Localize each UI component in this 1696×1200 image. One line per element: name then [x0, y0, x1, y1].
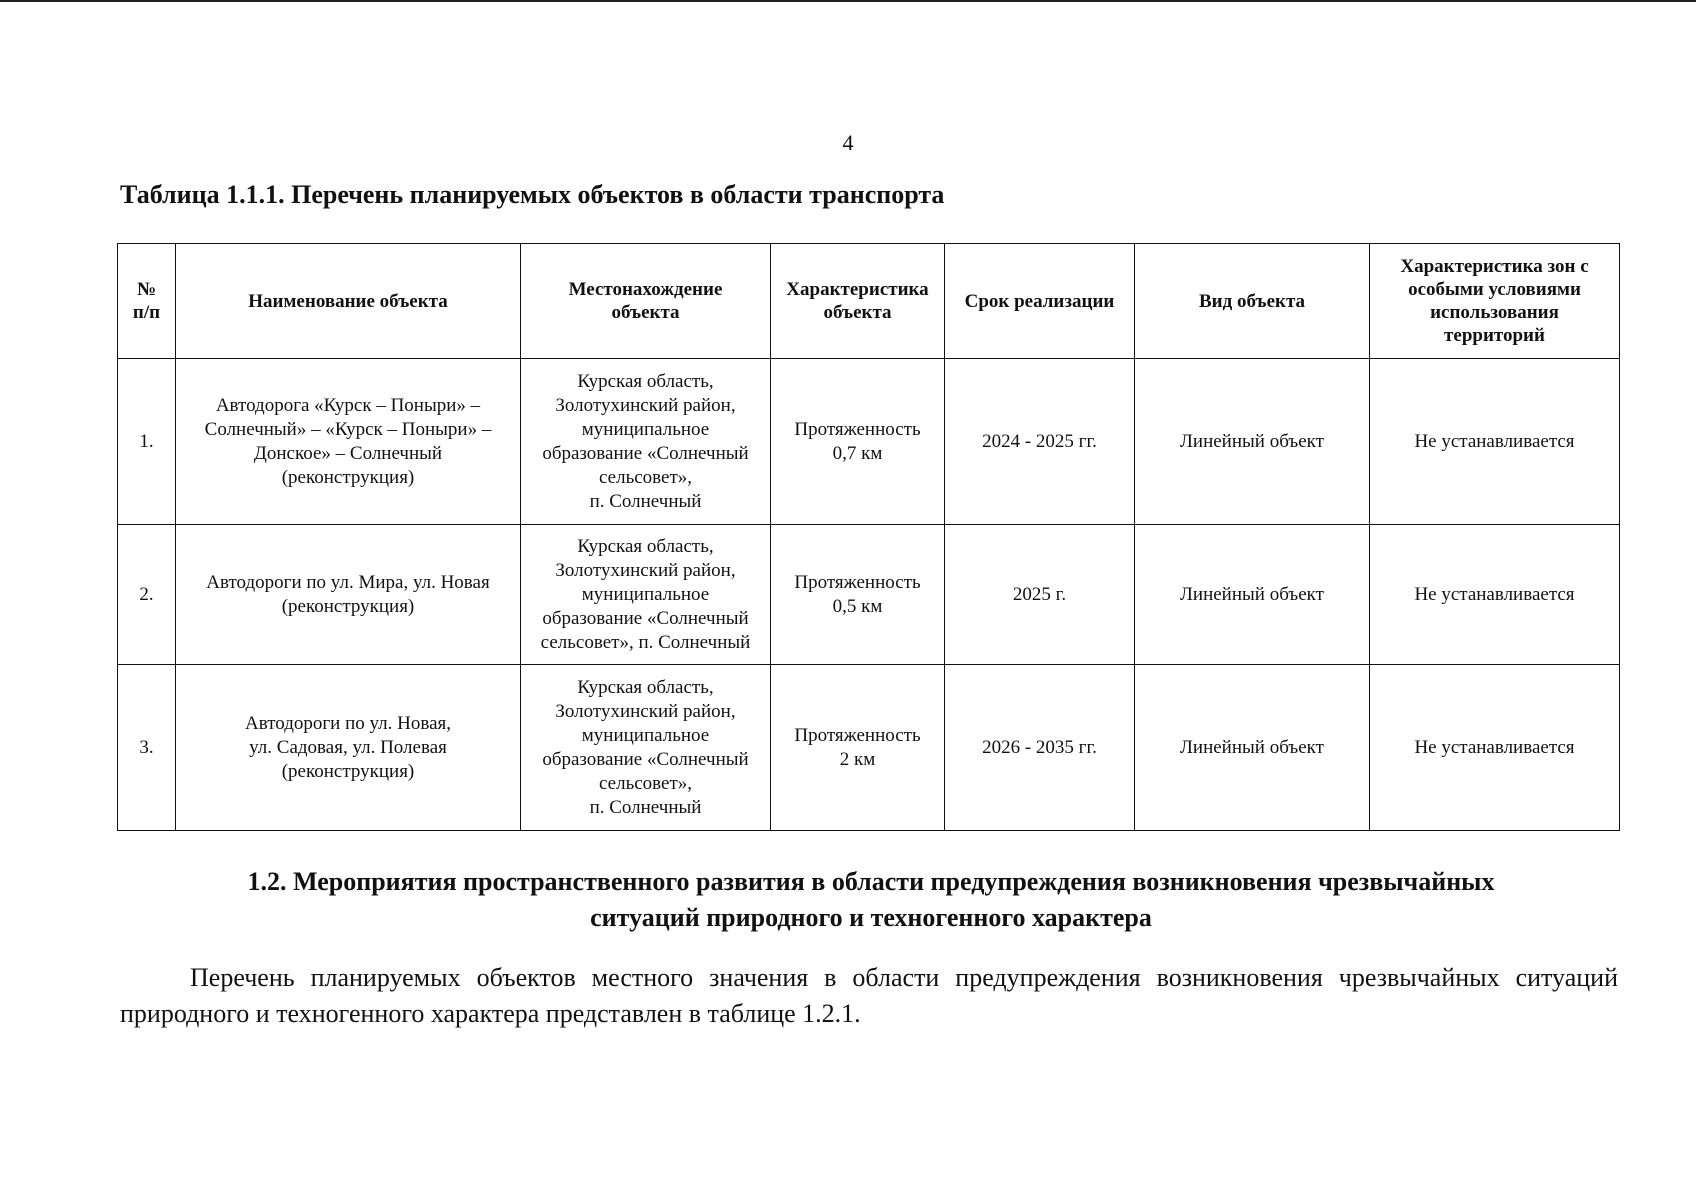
cell-characteristic: Протяженность 2 км: [771, 665, 945, 831]
header-characteristic: Характеристика объекта: [771, 244, 945, 359]
page-number: 4: [842, 130, 854, 155]
table-row: [118, 525, 1620, 665]
cell-location: Курская область, Золотухинский район, муниципальное образование «Солнечный сельсовет», п. Солнечный: [521, 525, 771, 665]
transport-objects-table: [117, 243, 1620, 831]
cell-characteristic: Протяженность 0,7 км: [771, 359, 945, 525]
cell-type: Линейный объект: [1135, 359, 1370, 525]
header-type: Вид объекта: [1135, 244, 1370, 359]
header-term: Срок реализации: [945, 244, 1135, 359]
table-header-row: [118, 244, 1620, 359]
cell-term: 2024 - 2025 гг.: [945, 359, 1135, 525]
top-border-line: [0, 0, 1696, 2]
cell-location: Курская область, Золотухинский район, муниципальное образование «Солнечный сельсовет», п. Солнечный: [521, 665, 771, 831]
cell-name: Автодороги по ул. Мира, ул. Новая (реконструкция): [176, 525, 521, 665]
table-row: [118, 665, 1620, 831]
header-zones: Характеристика зон с особыми условиями использования территорий: [1370, 244, 1620, 359]
cell-name: Автодороги по ул. Новая, ул. Садовая, ул. Полевая (реконструкция): [176, 665, 521, 831]
cell-type: Линейный объект: [1135, 525, 1370, 665]
cell-characteristic: Протяженность 0,5 км: [771, 525, 945, 665]
cell-zones: Не устанавливается: [1370, 665, 1620, 831]
cell-term: 2026 - 2035 гг.: [945, 665, 1135, 831]
cell-name: Автодорога «Курск – Поныри» – Солнечный» – «Курск – Поныри» – Донское» – Солнечный (реконструкция): [176, 359, 521, 525]
body-paragraph: Перечень планируемых объектов местного значения в области предупреждения возникновения чрезвычайных ситуаций природного и техногенного характера представлен в таблице 1.2.1.: [120, 963, 1618, 1028]
header-location: Местонахождение объекта: [521, 244, 771, 359]
cell-num: 2.: [118, 525, 176, 665]
table-row: [118, 359, 1620, 525]
cell-num: 1.: [118, 359, 176, 525]
cell-num: 3.: [118, 665, 176, 831]
cell-zones: Не устанавливается: [1370, 359, 1620, 525]
header-name: Наименование объекта: [176, 244, 521, 359]
header-num: № п/п: [118, 244, 176, 359]
cell-zones: Не устанавливается: [1370, 525, 1620, 665]
table-caption: Таблица 1.1.1. Перечень планируемых объектов в области транспорта: [120, 180, 945, 209]
cell-location: Курская область, Золотухинский район, муниципальное образование «Солнечный сельсовет», п. Солнечный: [521, 359, 771, 525]
section-heading: 1.2. Мероприятия пространственного развития в области предупреждения возникновения чрезвычайных ситуаций природного и техногенного характера: [247, 867, 1495, 932]
cell-term: 2025 г.: [945, 525, 1135, 665]
cell-type: Линейный объект: [1135, 665, 1370, 831]
